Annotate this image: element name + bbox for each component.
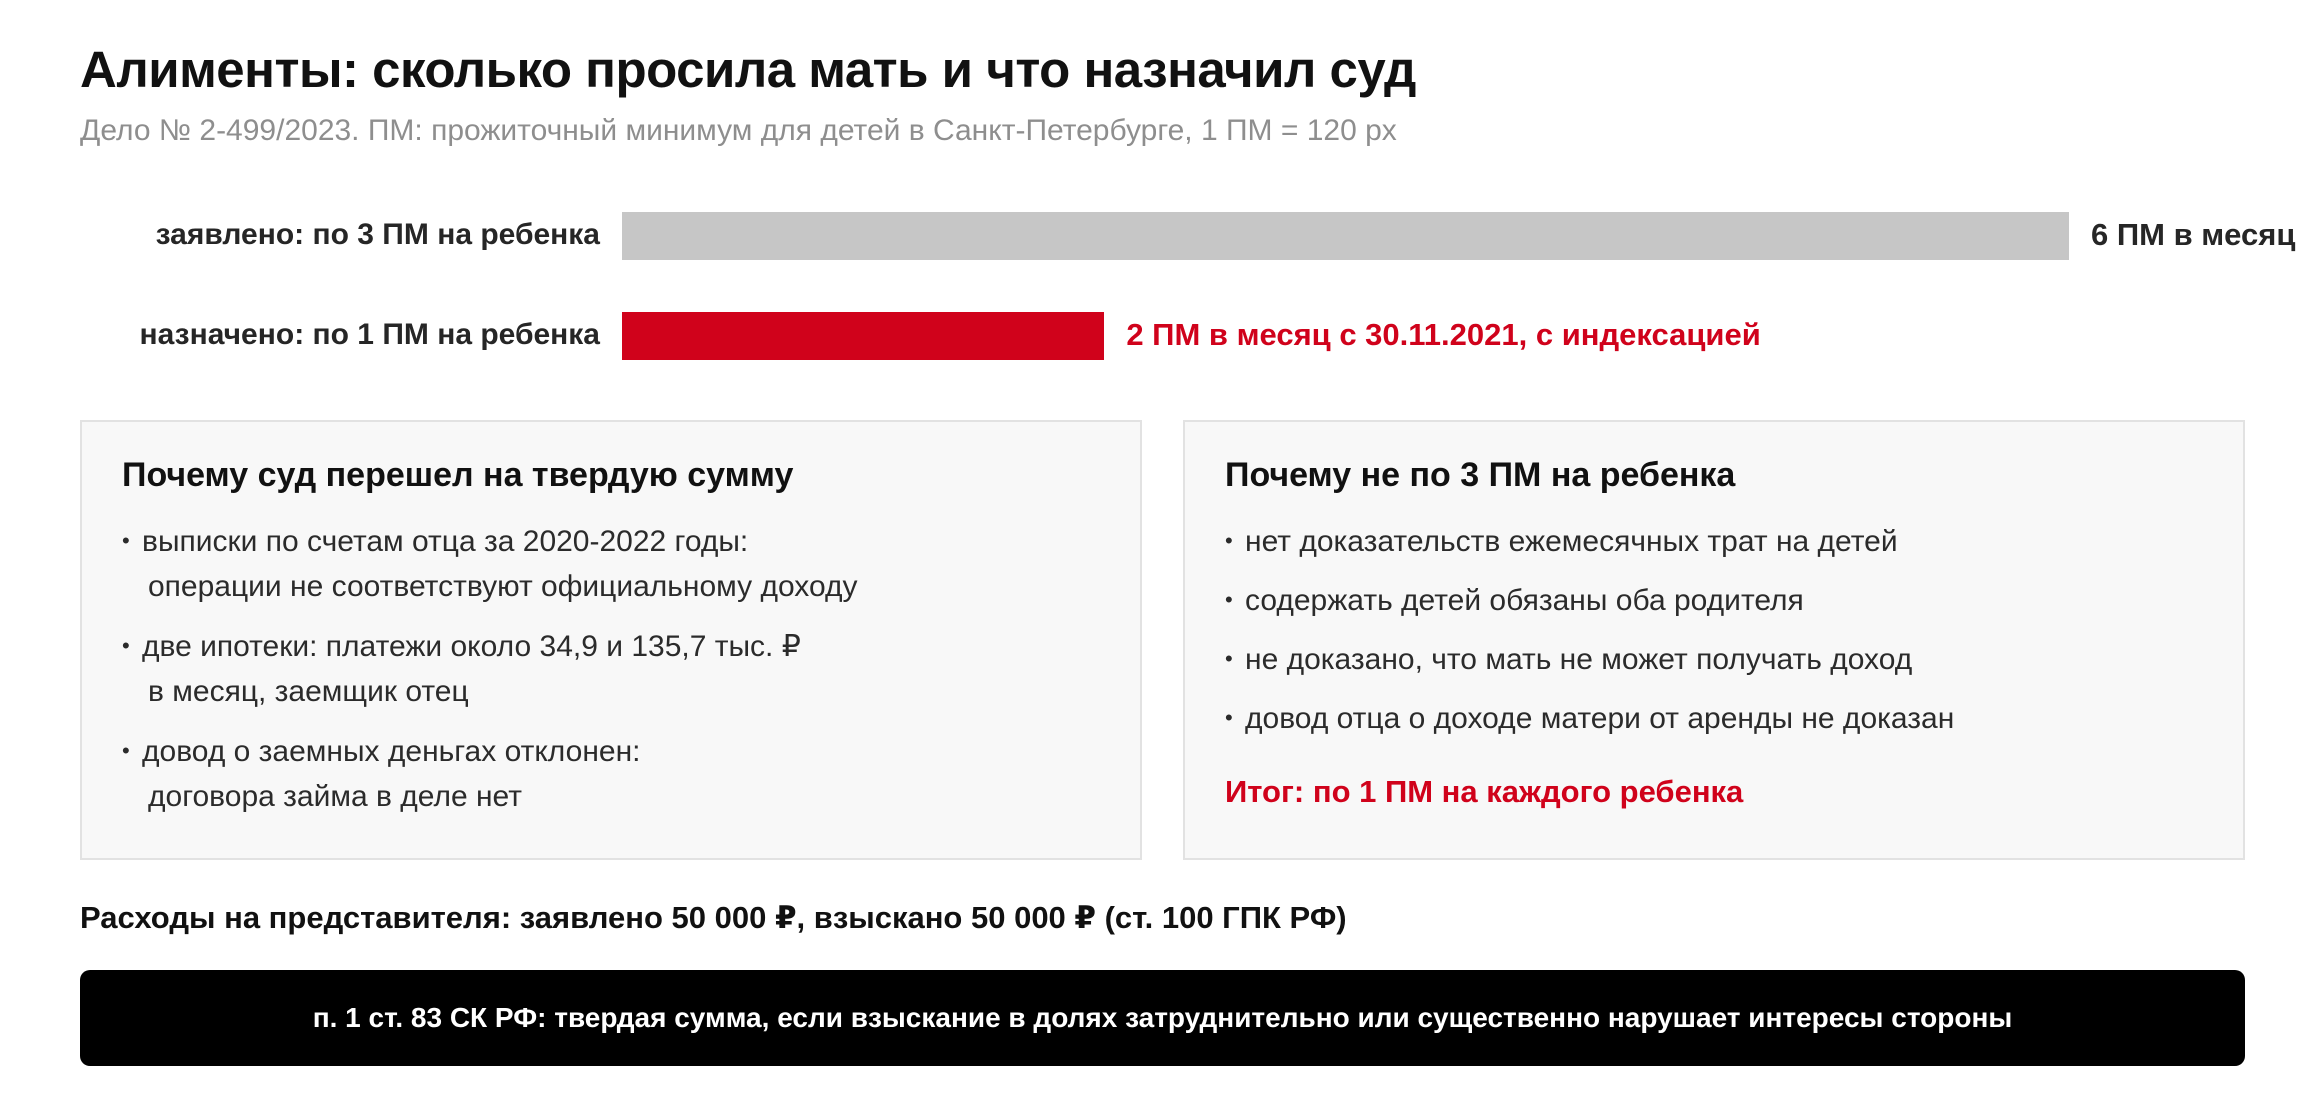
bullet-icon: •: [122, 528, 130, 553]
bar-value-label: 6 ПМ в месяц: [2091, 217, 2296, 252]
list-item: • содержать детей обязаны оба родителя: [1225, 577, 1954, 623]
representative-expenses: Расходы на представителя: заявлено 50 000 ₽, взыскано 50 000 ₽ (ст. 100 ГПК РФ): [80, 900, 1347, 935]
page-subtitle: Дело № 2-499/2023. ПМ: прожиточный минимум для детей в Санкт-Петербурге, 1 ПМ = 120 px: [80, 114, 1397, 147]
bar: [622, 312, 1104, 360]
conclusion-text: Итог: по 1 ПМ на каждого ребенка: [1225, 774, 1744, 809]
bullet-icon: •: [122, 738, 130, 763]
list-item: • нет доказательств ежемесячных трат на детей: [1225, 518, 1954, 564]
panel-title: Почему не по 3 ПМ на ребенка: [1225, 456, 1736, 494]
list-item: • две ипотеки: платежи около 34,9 и 135,7 тыс. ₽ в месяц, заемщик отец: [122, 623, 858, 714]
bullet-icon: •: [1225, 646, 1233, 671]
page-title: Алименты: сколько просила мать и что назначил суд: [80, 41, 1416, 98]
bullet-icon: •: [1225, 528, 1233, 553]
list-item: • выписки по счетам отца за 2020-2022 годы: операции не соответствуют официальному доходу: [122, 518, 858, 609]
bar-category-label: заявлено: по 3 ПМ на ребенка: [155, 218, 600, 251]
bullet-icon: •: [122, 633, 130, 658]
legal-basis-banner: п. 1 ст. 83 СК РФ: твердая сумма, если взыскание в долях затруднительно или существенно нарушает интересы стороны: [80, 970, 2245, 1066]
bullet-icon: •: [1225, 705, 1233, 730]
list-item: • довод отца о доходе матери от аренды не доказан: [1225, 695, 1954, 741]
reasons-fixed-sum-panel: [80, 420, 1142, 860]
bullet-icon: •: [1225, 587, 1233, 612]
list-item: • не доказано, что мать не может получать доход: [1225, 636, 1954, 682]
reasons-list: [122, 518, 858, 833]
list-item: • довод о заемных деньгах отклонен: договора займа в деле нет: [122, 728, 858, 819]
bar-category-label: назначено: по 1 ПМ на ребенка: [139, 318, 600, 351]
reasons-list: [1225, 518, 1954, 754]
bar: [622, 212, 2069, 260]
panel-title: Почему суд перешел на твердую сумму: [122, 456, 794, 494]
reasons-not-3pm-panel: [1183, 420, 2245, 860]
bar-value-label: 2 ПМ в месяц с 30.11.2021, с индексацией: [1126, 317, 1761, 352]
